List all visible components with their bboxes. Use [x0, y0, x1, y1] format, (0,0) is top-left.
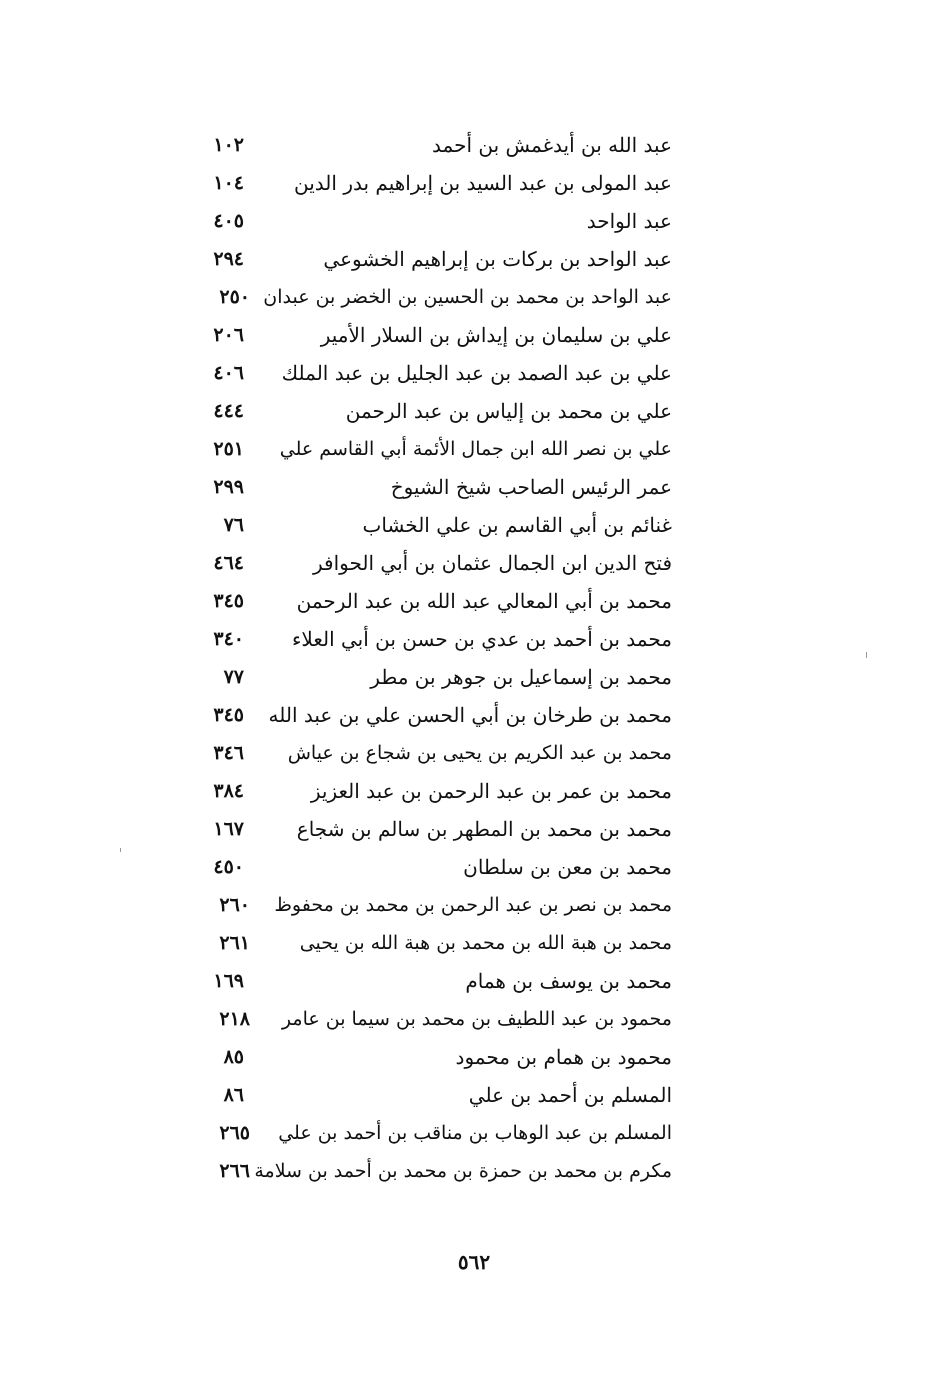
entry-page-number: ٤٦٤ — [213, 552, 244, 574]
entry-page-number: ٨٥ — [223, 1046, 244, 1068]
entry-name: محمد بن يوسف بن همام — [465, 969, 672, 993]
entry-page-number: ٨٦ — [223, 1084, 244, 1106]
list-item — [180, 126, 672, 164]
list-item — [180, 658, 672, 696]
list-item — [180, 772, 672, 810]
entry-name: مكرم بن محمد بن حمزة بن محمد بن أحمد بن سلامة — [254, 1160, 672, 1182]
list-item — [180, 240, 672, 278]
entry-page-number: ٢٦٥ — [219, 1122, 250, 1144]
entry-name: المسلم بن أحمد بن علي — [468, 1083, 672, 1107]
entry-name: غنائم بن أبي القاسم بن علي الخشاب — [362, 513, 672, 537]
entry-name: محمد بن معن بن سلطان — [463, 855, 672, 879]
list-item — [180, 316, 672, 354]
index-list — [180, 126, 672, 1190]
list-item — [180, 392, 672, 430]
entry-page-number: ١٦٧ — [213, 818, 244, 840]
entry-name: محمد بن هبة الله بن محمد بن هبة الله بن يحيى — [299, 932, 672, 954]
list-item — [180, 164, 672, 202]
list-item — [180, 354, 672, 392]
entry-name: عبد الله بن أيدغمش بن أحمد — [432, 133, 672, 157]
entry-name: فتح الدين ابن الجمال عثمان بن أبي الحوافر — [313, 551, 672, 575]
entry-name: المسلم بن عبد الوهاب بن مناقب بن أحمد بن علي — [278, 1122, 672, 1144]
page-number: ٥٦٢ — [457, 1250, 491, 1274]
entry-name: علي بن عبد الصمد بن عبد الجليل بن عبد الملك — [281, 361, 672, 385]
entry-name: عبد الواحد بن بركات بن إبراهيم الخشوعي — [323, 247, 672, 271]
entry-name: محمد بن عبد الكريم بن يحيى بن شجاع بن عياش — [287, 742, 672, 764]
entry-page-number: ٣٤٠ — [213, 628, 244, 650]
list-item — [180, 696, 672, 734]
entry-page-number: ٢٩٩ — [213, 476, 244, 498]
entry-name: محمد بن أبي المعالي عبد الله بن عبد الرحمن — [296, 589, 672, 613]
entry-name: محمد بن محمد بن المطهر بن سالم بن شجاع — [296, 817, 672, 841]
margin-mark — [120, 848, 121, 852]
list-item — [180, 886, 672, 924]
list-item — [180, 202, 672, 240]
entry-name: محمد بن عمر بن عبد الرحمن بن عبد العزيز — [310, 779, 672, 803]
list-item — [180, 810, 672, 848]
entry-page-number: ٢٩٤ — [213, 248, 244, 270]
list-item — [180, 734, 672, 772]
list-item — [180, 924, 672, 962]
entry-name: علي بن سليمان بن إيداش بن السلار الأمير — [320, 323, 672, 347]
list-item — [180, 468, 672, 506]
list-item — [180, 962, 672, 1000]
list-item — [180, 848, 672, 886]
list-item — [180, 582, 672, 620]
entry-page-number: ١٠٢ — [213, 134, 244, 156]
entry-page-number: ٤٠٥ — [213, 210, 244, 232]
entry-page-number: ٢٠٦ — [213, 324, 244, 346]
list-item — [180, 506, 672, 544]
entry-name: محمد بن طرخان بن أبي الحسن علي بن عبد الله — [268, 703, 672, 727]
entry-page-number: ٢٦١ — [219, 932, 250, 954]
entry-name: محمود بن همام بن محمود — [455, 1045, 672, 1069]
entry-page-number: ١٠٤ — [213, 172, 244, 194]
list-item — [180, 1000, 672, 1038]
entry-page-number: ٢٥٠ — [219, 286, 250, 308]
list-item — [180, 1076, 672, 1114]
entry-page-number: ٤٥٠ — [213, 856, 244, 878]
entry-name: علي بن نصر الله ابن جمال الأئمة أبي القاسم علي — [279, 438, 672, 460]
entry-page-number: ٧٦ — [223, 514, 244, 536]
entry-page-number: ٣٨٤ — [213, 780, 244, 802]
entry-name: محمود بن عبد اللطيف بن محمد بن سيما بن عامر — [281, 1008, 672, 1030]
list-item — [180, 1152, 672, 1190]
entry-page-number: ٢٦٠ — [219, 894, 250, 916]
list-item — [180, 430, 672, 468]
entry-name: علي بن محمد بن إلياس بن عبد الرحمن — [345, 399, 672, 423]
entry-name: محمد بن أحمد بن عدي بن حسن بن أبي العلاء — [292, 627, 672, 651]
entry-page-number: ٣٤٥ — [213, 704, 244, 726]
entry-page-number: ٧٧ — [223, 666, 244, 688]
entry-page-number: ٢١٨ — [219, 1008, 250, 1030]
margin-mark — [866, 652, 867, 658]
entry-page-number: ٤٠٦ — [213, 362, 244, 384]
list-item — [180, 1114, 672, 1152]
entry-name: محمد بن إسماعيل بن جوهر بن مطر — [370, 665, 672, 689]
entry-name: عبد الواحد بن محمد بن الحسين بن الخضر بن عبدان — [263, 286, 672, 308]
list-item — [180, 544, 672, 582]
entry-page-number: ٣٤٦ — [213, 742, 244, 764]
entry-page-number: ٣٤٥ — [213, 590, 244, 612]
entry-name: عمر الرئيس الصاحب شيخ الشيوخ — [390, 475, 672, 499]
list-item — [180, 620, 672, 658]
entry-name: عبد المولى بن عبد السيد بن إبراهيم بدر الدين — [294, 171, 672, 195]
list-item — [180, 278, 672, 316]
list-item — [180, 1038, 672, 1076]
entry-name: محمد بن نصر بن عبد الرحمن بن محمد بن محفوظ — [274, 894, 672, 916]
entry-page-number: ٤٤٤ — [213, 400, 244, 422]
entry-name: عبد الواحد — [586, 209, 672, 233]
entry-page-number: ٢٦٦ — [219, 1160, 250, 1182]
entry-page-number: ٢٥١ — [213, 438, 244, 460]
entry-page-number: ١٦٩ — [213, 970, 244, 992]
